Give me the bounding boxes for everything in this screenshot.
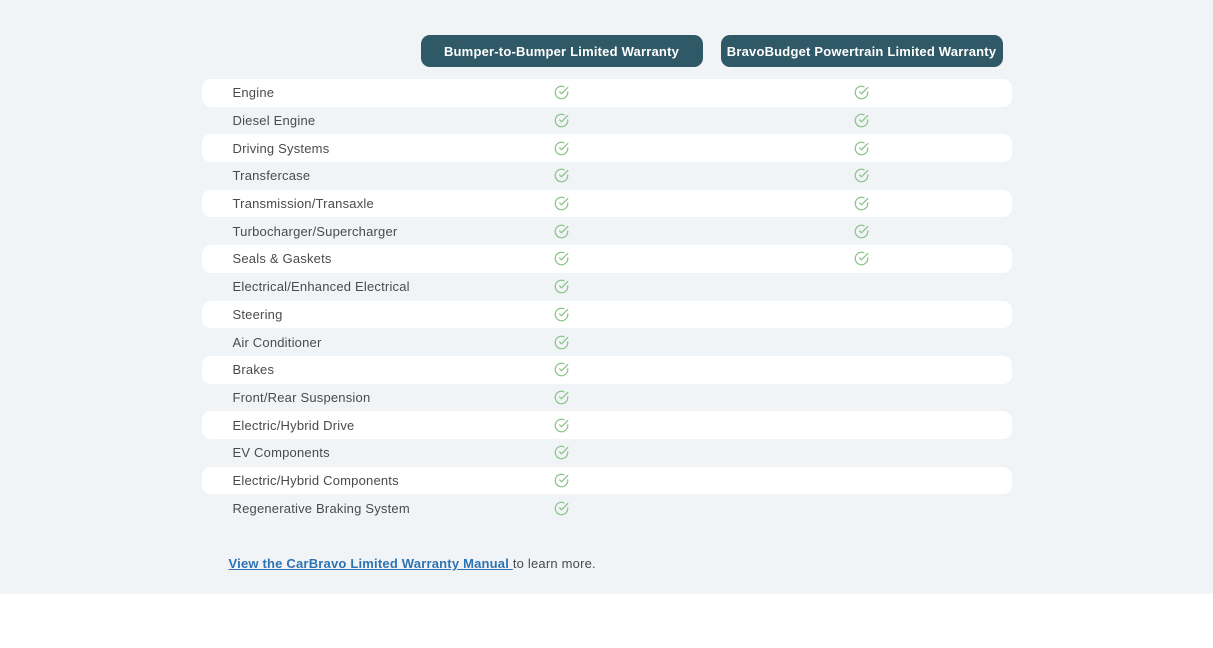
- check-circle-icon: [554, 251, 569, 266]
- component-label: Electric/Hybrid Components: [232, 472, 399, 488]
- check-circle-icon: [554, 445, 569, 460]
- warranty-comparison-table: [202, 35, 1012, 571]
- powertrain-check-cell: [712, 113, 1012, 128]
- component-label: Engine: [232, 85, 275, 101]
- table-row: [202, 190, 1012, 218]
- bumper-to-bumper-check-cell: [412, 335, 712, 350]
- bumper-to-bumper-check-cell: [412, 251, 712, 266]
- powertrain-check-cell: [712, 141, 1012, 156]
- bumper-to-bumper-check-cell: [412, 196, 712, 211]
- table-row: [202, 245, 1012, 273]
- table-row: [202, 273, 1012, 301]
- bumper-to-bumper-check-cell: [412, 390, 712, 405]
- powertrain-check-cell: [712, 196, 1012, 211]
- bumper-to-bumper-check-cell: [412, 85, 712, 100]
- check-circle-icon: [554, 141, 569, 156]
- check-circle-icon: [854, 141, 869, 156]
- table-row: [202, 411, 1012, 439]
- check-circle-icon: [554, 113, 569, 128]
- check-circle-icon: [554, 473, 569, 488]
- component-label: EV Components: [232, 445, 330, 461]
- warranty-manual-link[interactable]: View the CarBravo Limited Warranty Manual: [228, 556, 513, 571]
- check-circle-icon: [854, 113, 869, 128]
- check-circle-icon: [554, 501, 569, 516]
- component-label: Electrical/Enhanced Electrical: [232, 279, 410, 295]
- component-label: Steering: [232, 306, 283, 322]
- bumper-to-bumper-check-cell: [412, 445, 712, 460]
- check-circle-icon: [854, 251, 869, 266]
- component-label: Electric/Hybrid Drive: [232, 417, 355, 433]
- table-row: [202, 107, 1012, 135]
- check-circle-icon: [554, 85, 569, 100]
- table-row: [202, 439, 1012, 467]
- bumper-to-bumper-check-cell: [412, 307, 712, 322]
- bumper-to-bumper-check-cell: [412, 113, 712, 128]
- check-circle-icon: [554, 307, 569, 322]
- check-circle-icon: [854, 85, 869, 100]
- component-label: Seals & Gaskets: [232, 251, 332, 267]
- bumper-to-bumper-check-cell: [412, 418, 712, 433]
- component-label: Brakes: [232, 362, 275, 378]
- component-label: Front/Rear Suspension: [232, 389, 371, 405]
- check-circle-icon: [554, 390, 569, 405]
- bumper-to-bumper-check-cell: [412, 224, 712, 239]
- component-label: Turbocharger/Supercharger: [232, 223, 398, 239]
- check-circle-icon: [854, 224, 869, 239]
- check-circle-icon: [554, 362, 569, 377]
- table-header: [202, 35, 1012, 67]
- check-circle-icon: [854, 168, 869, 183]
- check-circle-icon: [554, 168, 569, 183]
- table-row: [202, 356, 1012, 384]
- footer-suffix: to learn more.: [512, 556, 596, 571]
- check-circle-icon: [554, 279, 569, 294]
- footer-note: [202, 556, 1012, 571]
- bumper-to-bumper-check-cell: [412, 362, 712, 377]
- table-row: [202, 328, 1012, 356]
- bumper-to-bumper-check-cell: [412, 501, 712, 516]
- table-row: [202, 494, 1012, 522]
- table-row: [202, 467, 1012, 495]
- component-label: Transmission/Transaxle: [232, 196, 374, 212]
- bumper-to-bumper-check-cell: [412, 141, 712, 156]
- component-label: Air Conditioner: [232, 334, 322, 350]
- check-circle-icon: [554, 418, 569, 433]
- component-label: Driving Systems: [232, 140, 330, 156]
- table-row: [202, 384, 1012, 412]
- powertrain-check-cell: [712, 251, 1012, 266]
- powertrain-check-cell: [712, 168, 1012, 183]
- warranty-table-body: [202, 79, 1012, 522]
- bumper-to-bumper-check-cell: [412, 473, 712, 488]
- table-row: [202, 134, 1012, 162]
- column-header-powertrain: BravoBudget Powertrain Limited Warranty: [721, 35, 1003, 67]
- component-label: Transfercase: [232, 168, 311, 184]
- component-label: Regenerative Braking System: [232, 500, 410, 516]
- check-circle-icon: [554, 196, 569, 211]
- check-circle-icon: [854, 196, 869, 211]
- bumper-to-bumper-check-cell: [412, 168, 712, 183]
- check-circle-icon: [554, 335, 569, 350]
- table-row: [202, 301, 1012, 329]
- bumper-to-bumper-check-cell: [412, 279, 712, 294]
- powertrain-check-cell: [712, 224, 1012, 239]
- powertrain-check-cell: [712, 85, 1012, 100]
- table-row: [202, 217, 1012, 245]
- table-row: [202, 162, 1012, 190]
- component-label: Diesel Engine: [232, 113, 316, 129]
- check-circle-icon: [554, 224, 569, 239]
- column-header-bumper-to-bumper: Bumper-to-Bumper Limited Warranty: [421, 35, 703, 67]
- table-row: [202, 79, 1012, 107]
